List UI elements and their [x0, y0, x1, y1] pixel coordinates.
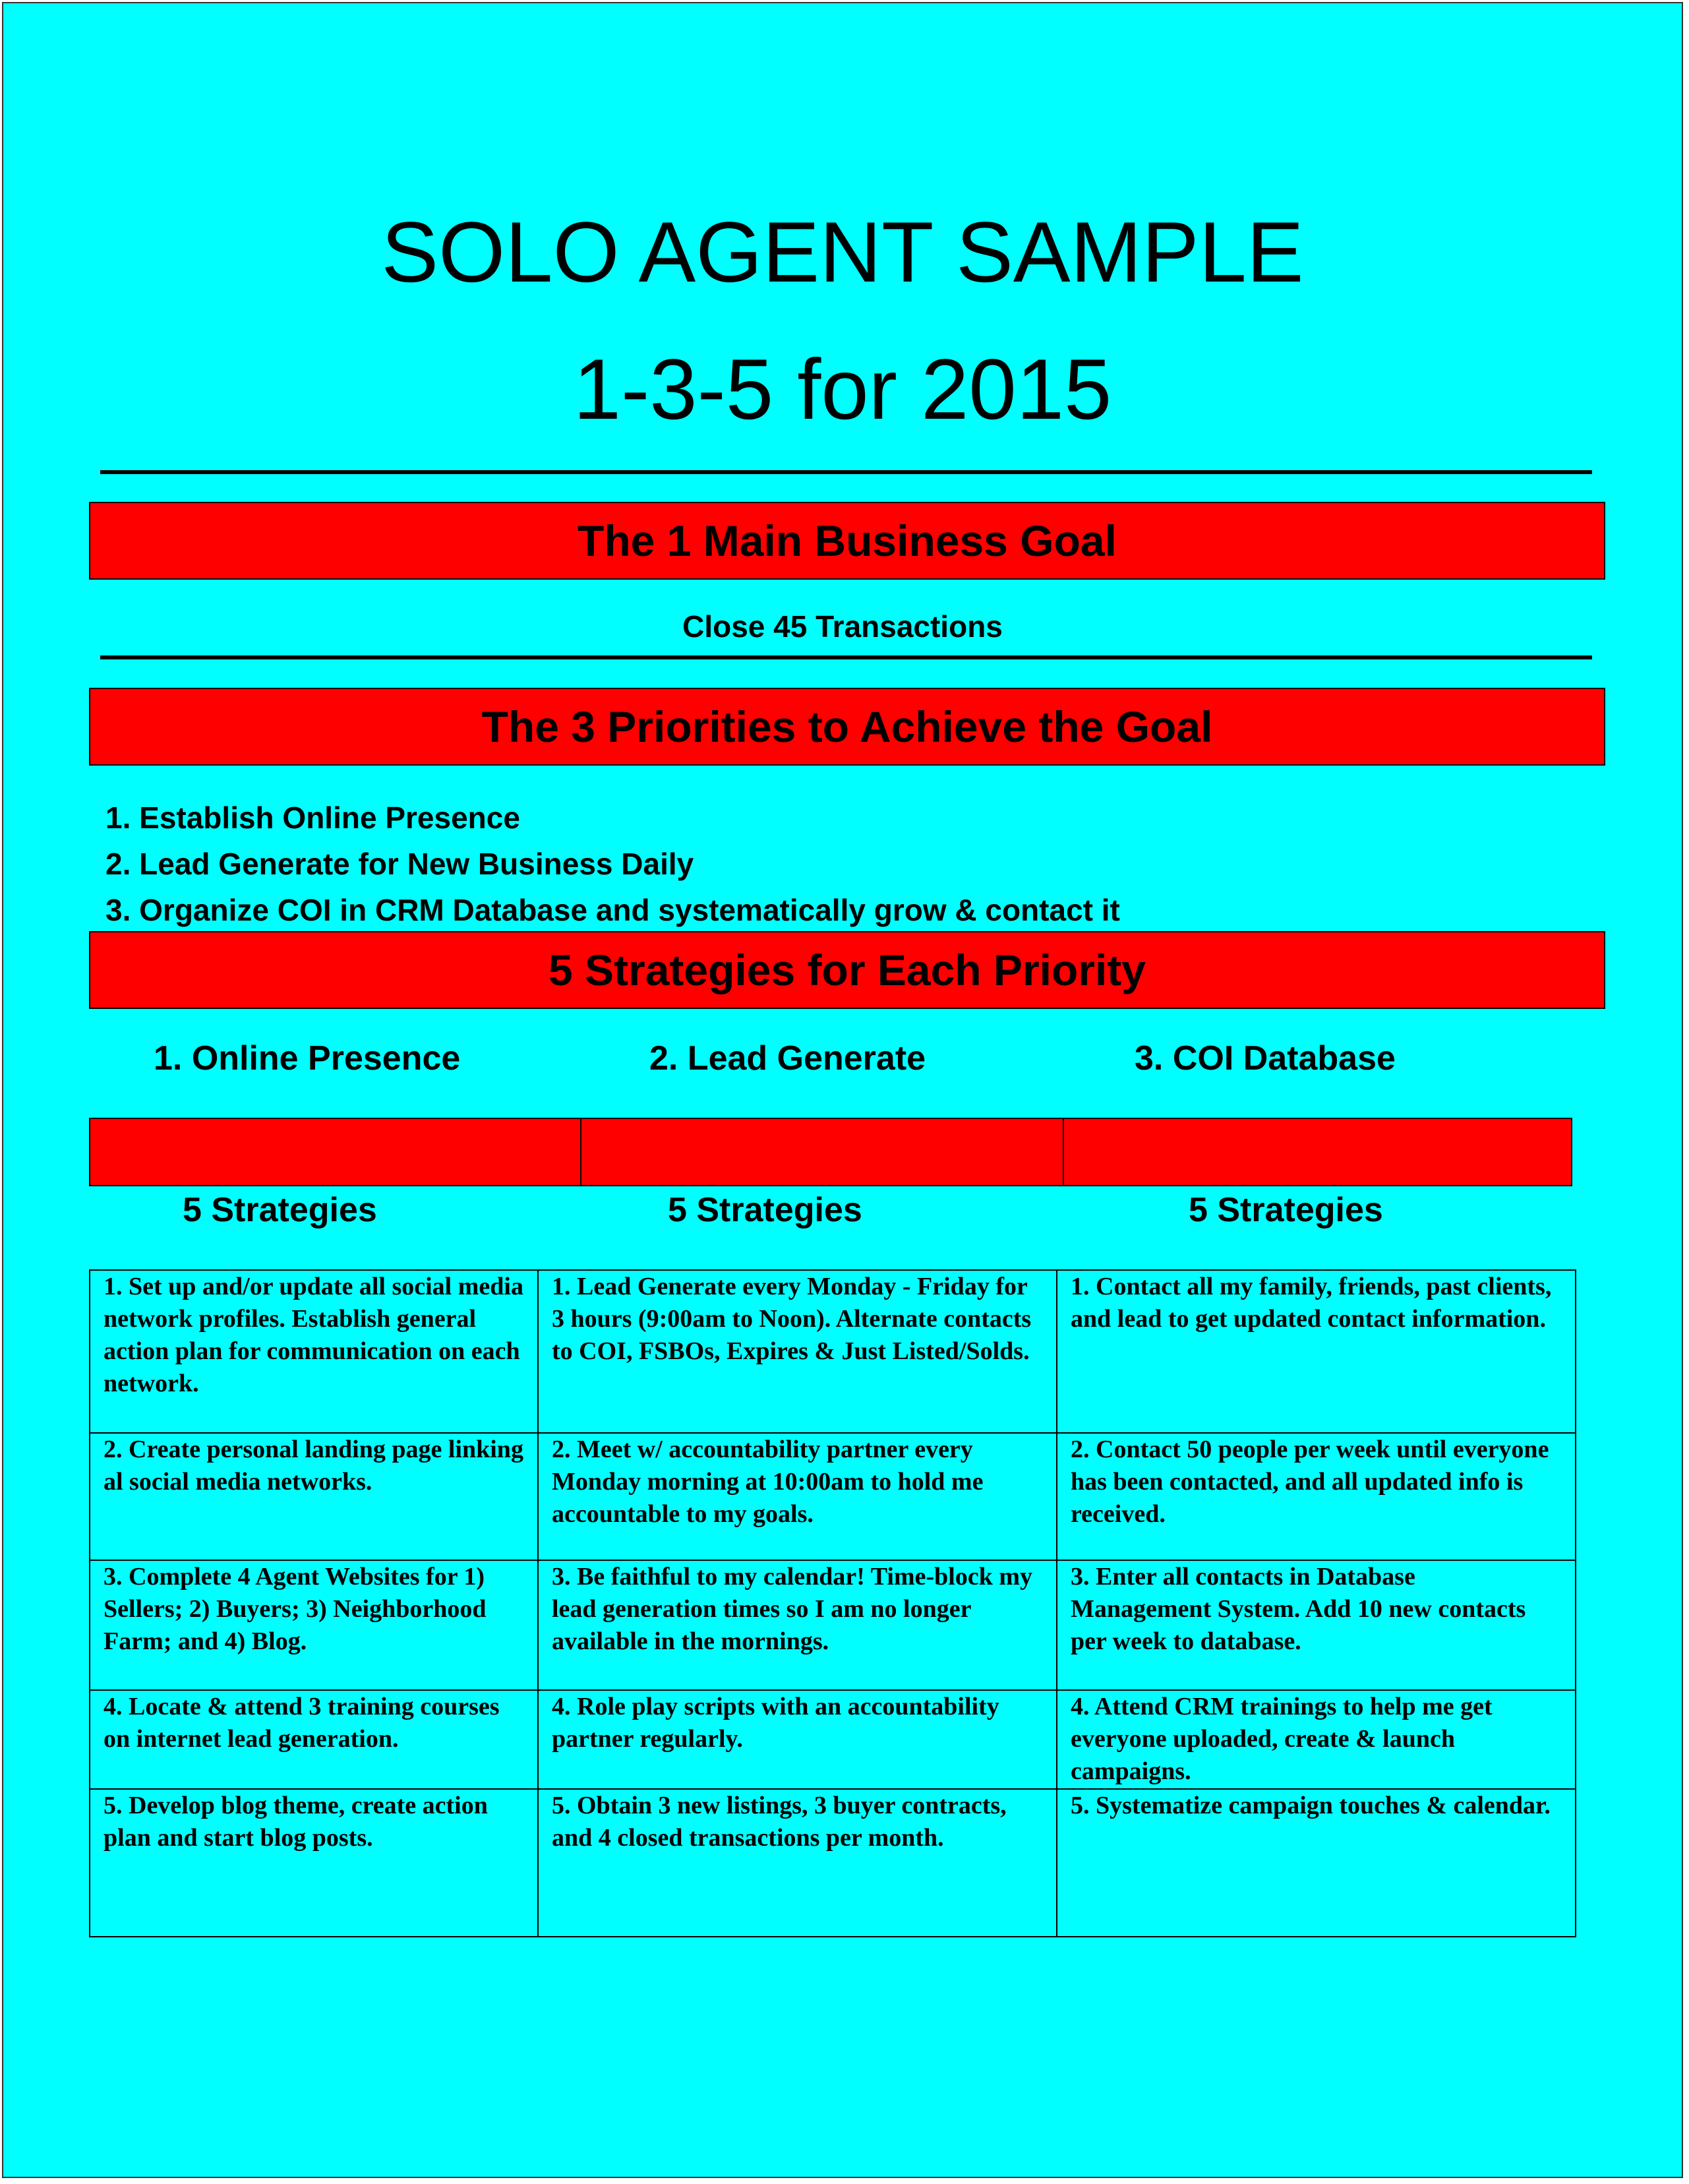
priority-color-strip — [89, 1118, 1572, 1186]
strategies-table — [89, 1269, 1576, 1937]
strategy-cell: 4. Role play scripts with an accountability partner regularly. — [538, 1690, 1057, 1789]
priorities-heading-band — [89, 688, 1605, 766]
priority-item: 1. Establish Online Presence — [105, 801, 520, 835]
priorities-heading: The 3 Priorities to Achieve the Goal — [481, 702, 1213, 751]
priority-item: 2. Lead Generate for New Business Daily — [105, 847, 694, 881]
table-row — [90, 1789, 1576, 1937]
main-goal: Close 45 Transactions — [682, 609, 1003, 644]
strategy-cell: 4. Locate & attend 3 training courses on internet lead generation. — [90, 1690, 538, 1789]
strategies-heading: 5 Strategies for Each Priority — [548, 946, 1146, 994]
strategy-cell: 1. Lead Generate every Monday - Friday for 3 hours (9:00am to Noon). Alternate contacts to COI, FSBOs, Expires & Just Listed/Solds. — [538, 1270, 1057, 1433]
goal-heading-band — [89, 502, 1605, 580]
strategy-cell: 5. Obtain 3 new listings, 3 buyer contracts, and 4 closed transactions per month. — [538, 1789, 1057, 1937]
strategy-cell: 1. Contact all my family, friends, past clients, and lead to get updated contact information. — [1057, 1270, 1576, 1433]
strategy-cell: 2. Create personal landing page linking al social media networks. — [90, 1433, 538, 1560]
priority-column-heading: 3. COI Database — [1135, 1039, 1396, 1077]
strategies-heading-band — [89, 931, 1605, 1009]
strategy-cell: 4. Attend CRM trainings to help me get everyone uploaded, create & launch campaigns. — [1057, 1690, 1576, 1789]
table-row — [90, 1433, 1576, 1560]
goal-heading: The 1 Main Business Goal — [578, 516, 1117, 565]
priority-column-heading: 2. Lead Generate — [649, 1039, 926, 1077]
strip-cell — [580, 1119, 1063, 1185]
document-page — [2, 2, 1683, 2178]
strategy-cell: 3. Complete 4 Agent Websites for 1) Sellers; 2) Buyers; 3) Neighborhood Farm; and 4) Blog. — [90, 1560, 538, 1690]
table-row — [90, 1270, 1576, 1433]
strategy-cell: 1. Set up and/or update all social media network profiles. Establish general action plan for communication on each network. — [90, 1270, 538, 1433]
divider-goal — [100, 655, 1592, 659]
strategy-cell: 3. Be faithful to my calendar! Time-block my lead generation times so I am no longer available in the mornings. — [538, 1560, 1057, 1690]
strip-cell — [90, 1119, 580, 1185]
strategies-label: 5 Strategies — [1189, 1191, 1383, 1229]
page-title: SOLO AGENT SAMPLE — [381, 204, 1304, 300]
strategies-label: 5 Strategies — [183, 1191, 377, 1229]
table-row — [90, 1690, 1576, 1789]
table-row — [90, 1560, 1576, 1690]
page-subtitle: 1-3-5 for 2015 — [573, 341, 1112, 437]
priorities-list — [105, 795, 1120, 933]
strategy-cell: 2. Meet w/ accountability partner every Monday morning at 10:00am to hold me accountable to my goals. — [538, 1433, 1057, 1560]
strategy-cell: 3. Enter all contacts in Database Management System. Add 10 new contacts per week to database. — [1057, 1560, 1576, 1690]
strategy-cell: 5. Systematize campaign touches & calendar. — [1057, 1789, 1576, 1937]
priority-column-heading: 1. Online Presence — [154, 1039, 461, 1077]
strategy-cell: 5. Develop blog theme, create action plan and start blog posts. — [90, 1789, 538, 1937]
strip-cell — [1063, 1119, 1571, 1185]
priority-item: 3. Organize COI in CRM Database and systematically grow & contact it — [105, 893, 1120, 927]
strategy-cell: 2. Contact 50 people per week until everyone has been contacted, and all updated info is received. — [1057, 1433, 1576, 1560]
divider-top — [100, 470, 1592, 474]
strategies-label: 5 Strategies — [668, 1191, 862, 1229]
